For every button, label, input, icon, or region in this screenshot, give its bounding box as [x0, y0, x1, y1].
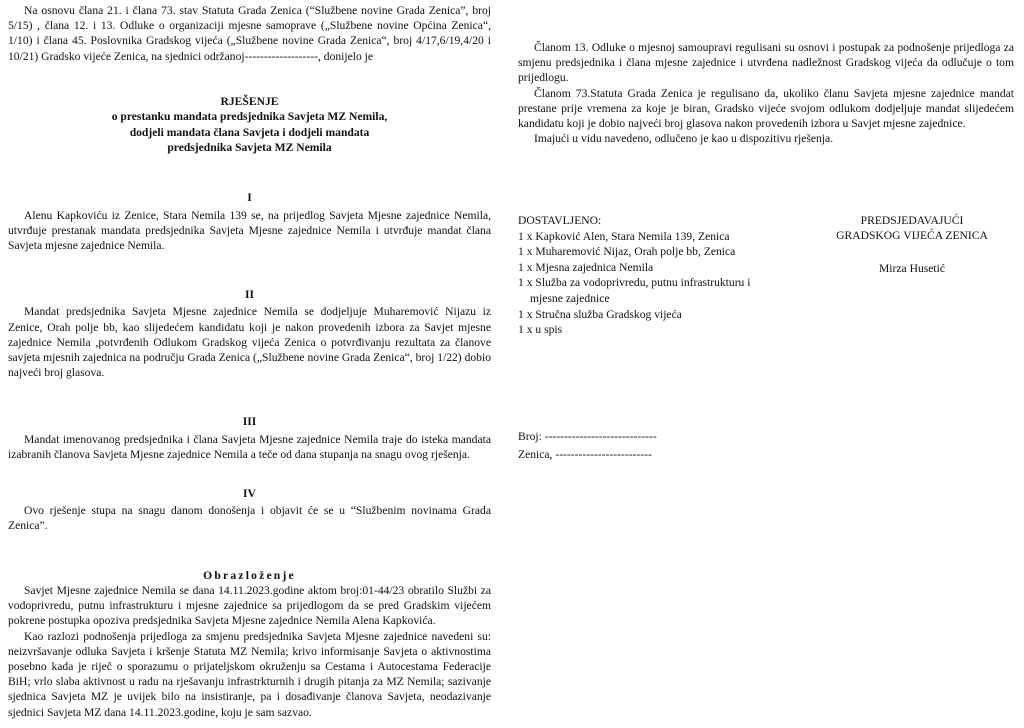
decision-title	[8, 94, 491, 156]
signature-block	[818, 213, 1006, 277]
obrazlozenje-paragraph-2: Kao razlozi podnošenja prijedloga za smjenu predsjednika Savjeta Mjesne zajednice navedeni su: neizvršavanje odluka Savjeta i kršenje Statuta MZ Nemila; krivo informisanje Savjeta o aktivnostima posebno kada je riječ o sporazumu o prijateljskom okruženju sa Cestama i Autocestama Federacije BiH; vrlo slaba aktivnost u radu na rješavanju infrastrkturnih i drugih pitanja za MZ Nemila; sazivanje sjednica Savjeta MZ je uvijek bilo na insistiranje, pa i dosađivanje članova Savjeta, neodazivanje sjednici Savjeta MZ dana 14.11.2023.godine, koju je sam sazvao.	[8, 629, 491, 719]
right-column	[518, 40, 1014, 146]
left-column	[8, 3, 491, 720]
section-text-ii: Mandat predsjednika Savjeta Mjesne zajednice Nemila se dodjeljuje Muharemović Nijazu iz Zenice, Orah polje bb, kao slijedećem kandidatu koji je nakon provedenih izbora za Savjet mjesne zajednice Nemila ,potvrđenih Odlukom Gradskog vijeća Zenica o potvrđivanju rezultata za članove savjeta mjesnih zajednica na području Grada Zenica („Službene novine Grada Zenica“, broj 1/22) dobio najveći broj glasova.	[8, 305, 491, 380]
intro-paragraph: Na osnovu člana 21. i člana 73. stav Statuta Grada Zenica (“Službene novine Grada Zenica”, broj 5/15) , člana 12. i 13. Odluke o organizaciji mjesne samoprave („Službene novine Općina Zenica“, 1/10) i člana 45. Poslovnika Gradskog vijeća („Službene novine Grada Zenica“, broj 4/17,6/19,4/20 i 10/21) Gradsko vijeće Zenica, na sjednici održanoj-------------------, donijelo je	[8, 4, 491, 63]
right-paragraph-2: Članom 73.Statuta Grada Zenica je regulisano da, ukoliko članu Savjeta mjesne zajednice mandat prestane prije vremena za koje je biran, Gradsko vijeće svojom odlukom dodjeljuje mandat slijedećem kandidatu koji je dobio najveći broj glasova nakon provedenih izbora u Savjet mjesne zajednice.	[518, 86, 1014, 131]
signer-name: Mirza Husetić	[879, 262, 945, 276]
reference-place: Zenica, -------------------------	[518, 448, 652, 461]
title-line-3: dodjeli mandata člana Savjeta i dodjeli mandata	[129, 125, 370, 139]
reference-number: Broj: -----------------------------	[518, 430, 657, 443]
obrazlozenje-heading: Obrazloženje	[203, 568, 296, 582]
section-text-i: Alenu Kapkoviću iz Zenice, Stara Nemila 139 se, na prijedlog Savjeta Mjesne zajednice Nemila, utvrđuje prestanak mandata predsjednika Savjeta Mjesne zajednice Nemila i utvrđuje mandat člana Savjeta mjesne zajednice Nemila.	[8, 208, 491, 253]
delivery-item: 1 x Mjesna zajednica Nemila	[518, 260, 654, 274]
delivery-item: 1 x Služba za vodoprivredu, putnu infrastrukturu i	[518, 276, 751, 290]
obrazlozenje-paragraph-1: Savjet Mjesne zajednice Nemila se dana 14.11.2023.godine aktom broj:01-44/23 obratilo Službi za vodoprivredu, putnu infrastrukturu i mjesne zajednice sa prijedlogom da se pred Gradskim vijećem pokrene postupka opoziva predsjednika Savjeta Mjesne zajednice Nemila Alena Kapkovića.	[8, 583, 491, 628]
delivery-list-title: DOSTAVLJENO:	[518, 214, 602, 227]
delivery-item: 1 x Kapković Alen, Stara Nemila 139, Zenica	[518, 229, 730, 243]
title-line-1: RJEŠENJE	[220, 94, 279, 108]
section-number-i: I	[247, 191, 252, 205]
title-line-2: o prestanku mandata predsjednika Savjeta MZ Nemila,	[111, 110, 388, 124]
signer-title-line-2: GRADSKOG VIJEĆA ZENICA	[836, 229, 988, 243]
section-text-iii: Mandat imenovanog predsjednika i člana Savjeta Mjesne zajednice Nemila traje do isteka mandata izabranih članova Savjeta Mjesne zajednice Nemila a teče od dana stupanja na snagu ovog rješenja.	[8, 432, 491, 461]
delivery-item: 1 x Muharemović Nijaz, Orah polje bb, Zenica	[518, 245, 736, 259]
delivery-item: 1 x Stručna služba Gradskog vijeća	[518, 307, 682, 321]
right-paragraph-3: Imajući u vidu navedeno, odlučeno je kao u dispozitivu rješenja.	[534, 132, 834, 146]
signer-title-line-1: PREDSJEDAVAJUĆI	[860, 214, 964, 227]
reference-block	[518, 428, 818, 464]
title-line-4: predsjednika Savjeta MZ Nemila	[167, 141, 332, 155]
section-number-iv: IV	[243, 487, 256, 501]
right-paragraph-1: Članom 13. Odluke o mjesnoj samoupravi regulisani su osnovi i postupak za podnošenje prijedloga za smjenu predsjednika i člana mjesne zajednice i utvrđena nadležnost Gradskog vijeća da odlučuje o tom prijedlogu.	[518, 41, 1014, 85]
section-number-iii: III	[242, 415, 257, 429]
section-text-iv: Ovo rješenje stupa na snagu danom donošenja i objavit će se u “Službenim novinama Grada Zenica”.	[8, 504, 491, 533]
delivery-list	[518, 213, 788, 338]
delivery-item-continuation: mjesne zajednice	[530, 291, 610, 305]
delivery-item: 1 x u spis	[518, 323, 563, 337]
section-number-ii: II	[244, 288, 255, 302]
